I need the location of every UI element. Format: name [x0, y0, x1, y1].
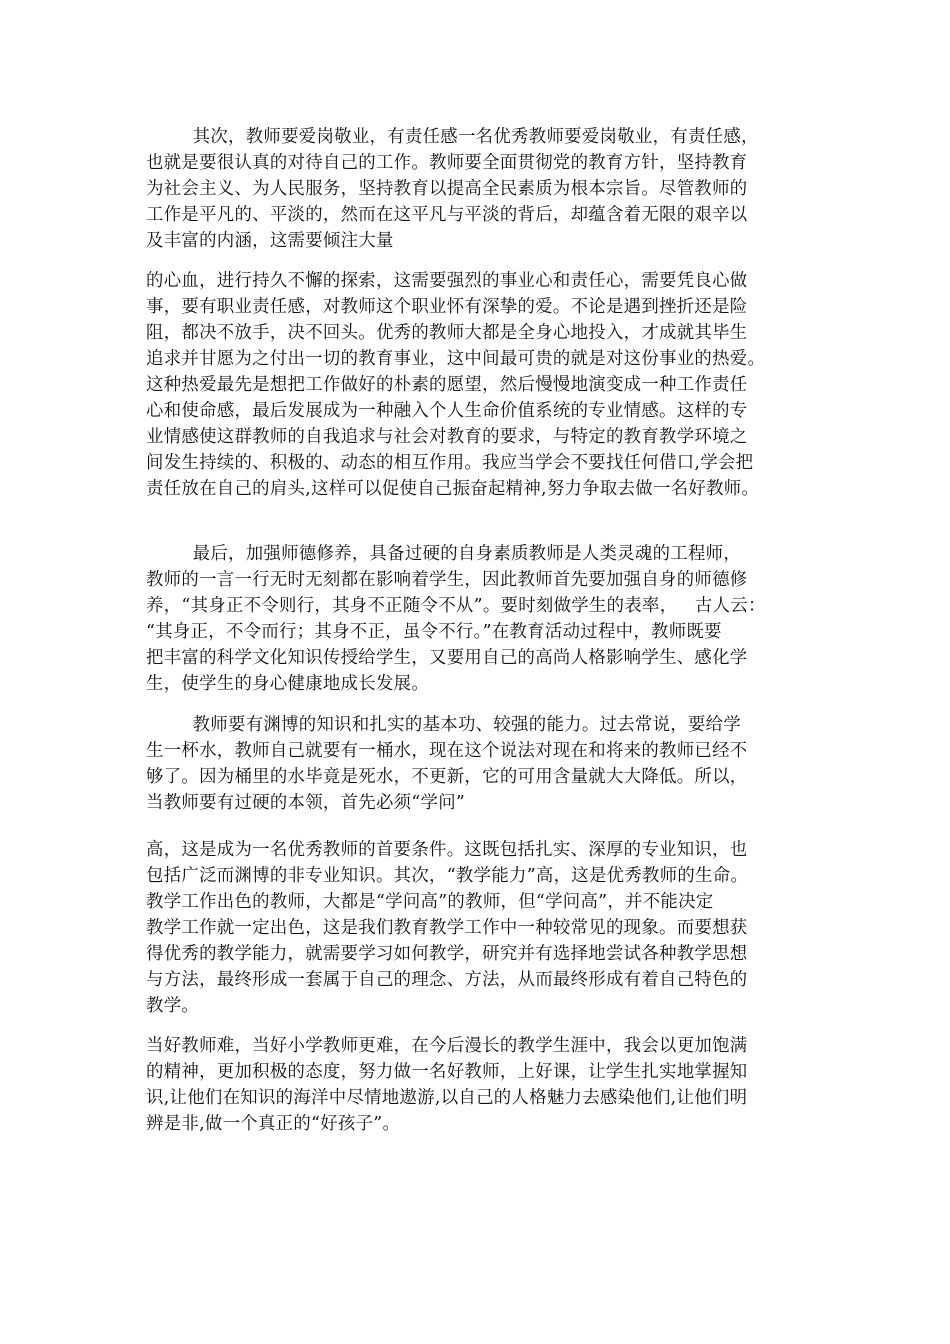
text-line: 把丰富的科学文化知识传授给学生，又要用自己的高尚人格影响学生、感化学 — [146, 648, 748, 668]
text-line: 心和使命感，最后发展成为一种融入个人生命价值系统的专业情感。这样的专 — [146, 401, 748, 421]
text-line: 与方法，最终形成一套属于自己的理念、方法，从而最终形成有着自己特色的 — [146, 970, 748, 990]
text-line: 生，使学生的身心健康地成长发展。 — [146, 674, 430, 694]
text-line: 为社会主义、为人民服务，坚持教育以提高全民素质为根本宗旨。尽管教师的 — [146, 179, 748, 199]
text-line: 最后，加强师德修养，具备过硬的自身素质教师是人类灵魂的工程师， — [146, 544, 742, 564]
text-line: 包括广泛而渊博的非专业知识。其次，“教学能力”高，这是优秀教师的生命。 — [146, 866, 749, 886]
text-line: 教学工作出色的教师，大都是“学问高”的教师，但“学问高”，并不能决定 — [146, 892, 714, 912]
paragraph-1 — [146, 124, 808, 254]
text-line: 当好教师难，当好小学教师更难，在今后漫长的教学生涯中，我会以更加饱满 — [146, 1036, 748, 1056]
text-line: 工作是平凡的、平淡的，然而在这平凡与平淡的背后，却蕴含着无限的艰辛以 — [146, 205, 748, 225]
text-line: 教师要有渊博的知识和扎实的基本功、较强的能力。过去常说，要给学 — [146, 715, 742, 735]
text-line: 识,让他们在知识的海洋中尽情地遨游,以自己的人格魅力去感染他们,让他们明 — [146, 1088, 748, 1108]
paragraph-6 — [146, 1033, 808, 1137]
text-line: 养，“其身正不令则行，其身不正随令不从”。要时刻做学生的表率， 古人云： — [146, 596, 766, 616]
text-line: 高，这是成为一名优秀教师的首要条件。这既包括扎实、深厚的专业知识，也 — [146, 840, 748, 860]
paragraph-2 — [146, 268, 808, 502]
text-line: 其次，教师要爱岗敬业，有责任感一名优秀教师要爱岗敬业，有责任感， — [146, 127, 759, 147]
text-line: 也就是要很认真的对待自己的工作。教师要全面贯彻党的教育方针，坚持教育 — [146, 153, 748, 173]
text-line: 教学。 — [146, 996, 200, 1016]
text-line: 责任放在自己的肩头,这样可以促使自己振奋起精神,努力争取去做一名好教师。 — [146, 479, 760, 499]
paragraph-5 — [146, 837, 808, 1019]
paragraph-4 — [146, 712, 808, 816]
text-line: 间发生持续的、积极的、动态的相互作用。我应当学会不要找任何借口,学会把 — [146, 453, 754, 473]
text-line: 阻，都决不放手，决不回头。优秀的教师大都是全身心地投入，才成就其毕生 — [146, 323, 748, 343]
text-line: 业情感使这群教师的自我追求与社会对教育的要求，与特定的教育教学环境之 — [146, 427, 748, 447]
text-line: 的心血，进行持久不懈的探索，这需要强烈的事业心和责任心，需要凭良心做 — [146, 271, 748, 291]
text-line: 的精神，更加积极的态度，努力做一名好教师，上好课，让学生扎实地掌握知 — [146, 1062, 748, 1082]
text-line: 及丰富的内涵，这需要倾注大量 — [146, 231, 394, 251]
paragraph-3 — [146, 541, 808, 697]
text-line: 够了。因为桶里的水毕竟是死水，不更新，它的可用含量就大大降低。所以， — [146, 767, 748, 787]
text-line: 这种热爱最先是想把工作做好的朴素的愿望，然后慢慢地演变成一种工作责任 — [146, 375, 748, 395]
text-line: 事，要有职业责任感，对教师这个职业怀有深挚的爱。不论是遇到挫折还是险 — [146, 297, 748, 317]
text-line: 生一杯水，教师自己就要有一桶水，现在这个说法对现在和将来的教师已经不 — [146, 741, 748, 761]
text-line: 辨是非,做一个真正的“好孩子”。 — [146, 1114, 401, 1134]
text-line: 教师的一言一行无时无刻都在影响着学生，因此教师首先要加强自身的师德修 — [146, 570, 748, 590]
text-line: 得优秀的教学能力，就需要学习如何教学，研究并有选择地尝试各种教学思想 — [146, 944, 748, 964]
text-line: 追求并甘愿为之付出一切的教育事业，这中间最可贵的就是对这份事业的热爱。 — [146, 349, 766, 369]
text-line: 当教师要有过硬的本领，首先必须“学问” — [146, 793, 466, 813]
text-line: 教学工作就一定出色，这是我们教育教学工作中一种较常见的现象。而要想获 — [146, 918, 748, 938]
text-line: “其身正，不令而行；其身不正，虽令不行。”在教育活动过程中，教师既要 — [146, 622, 722, 642]
